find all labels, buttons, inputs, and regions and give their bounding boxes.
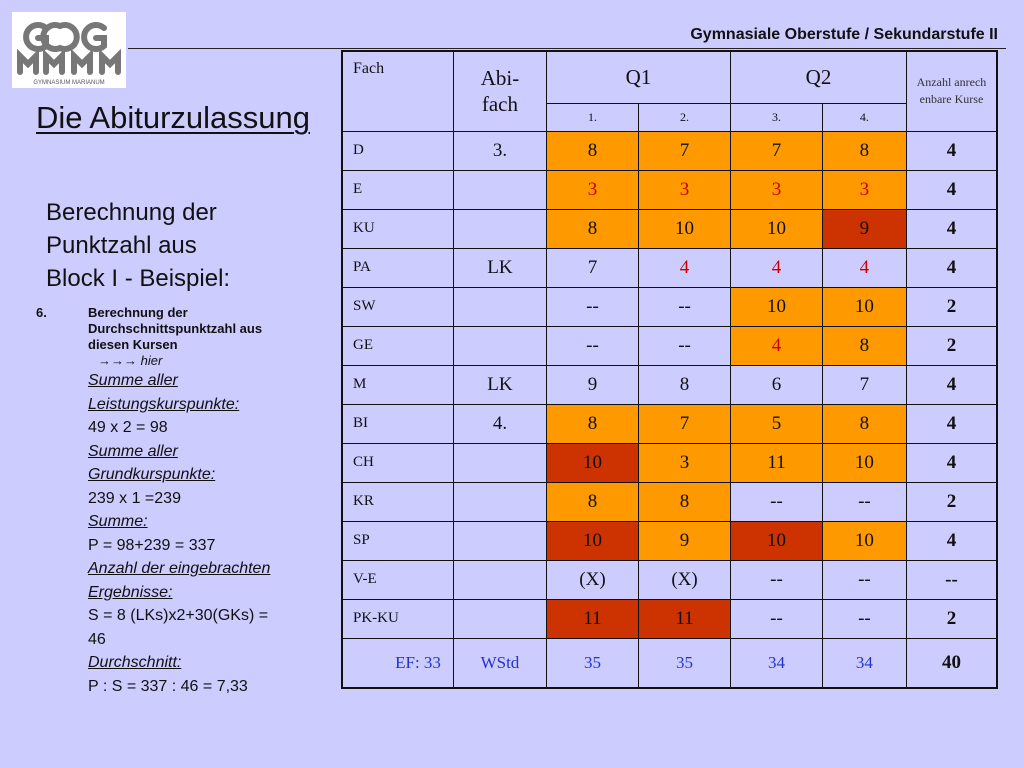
sub-header: 4.: [822, 103, 906, 131]
subtitle-line: Berechnung der: [46, 199, 217, 226]
cell-points: 3: [731, 170, 823, 209]
note-line: Durchschnitt:: [88, 654, 182, 671]
cell-anzahl: 2: [906, 599, 997, 638]
cell-abi: 3.: [453, 131, 546, 170]
cell-points: 9: [822, 209, 906, 248]
footer-value: 35: [639, 638, 731, 688]
cell-anzahl: 2: [906, 482, 997, 521]
cell-points: 6: [731, 365, 823, 404]
header-abi: [453, 51, 546, 131]
cell-fach: PA: [342, 248, 453, 287]
cell-points: 11: [546, 599, 638, 638]
note-line: Leistungskurspunkte:: [88, 395, 240, 413]
cell-fach: CH: [342, 443, 453, 482]
cell-points: --: [822, 560, 906, 599]
cell-points: --: [546, 326, 638, 365]
sub-header: 3.: [731, 103, 823, 131]
cell-fach: E: [342, 170, 453, 209]
cell-fach: KU: [342, 209, 453, 248]
note-line: 239 x 1 =239: [88, 489, 181, 507]
cell-abi: [453, 326, 546, 365]
cell-points: 8: [639, 365, 731, 404]
cell-points: 9: [546, 365, 638, 404]
cell-anzahl: 4: [906, 209, 997, 248]
header-anzahl-label: Anzahl anrechenbare Kurse: [916, 75, 987, 107]
cell-points: --: [639, 326, 731, 365]
cell-fach: GE: [342, 326, 453, 365]
note-heading: diesen Kursen: [88, 337, 178, 352]
cell-anzahl: 4: [906, 443, 997, 482]
note-line: Summe aller: [88, 442, 178, 460]
subtitle-line: Punktzahl aus: [46, 232, 197, 259]
footer-value: 34: [822, 638, 906, 688]
grade-table: [341, 50, 998, 689]
header-fach: Fach: [342, 51, 453, 131]
cell-abi: 4.: [453, 404, 546, 443]
school-logo: [12, 12, 126, 88]
header-q1: Q1: [546, 51, 730, 103]
cell-points: 10: [731, 521, 823, 560]
cell-points: (X): [546, 560, 638, 599]
table-row: [342, 404, 997, 443]
cell-points: 8: [546, 209, 638, 248]
cell-points: 10: [639, 209, 731, 248]
note-line: P = 98+239 = 337: [88, 536, 216, 554]
table-row: [342, 248, 997, 287]
cell-abi: [453, 443, 546, 482]
cell-anzahl: 2: [906, 326, 997, 365]
table-row: [342, 287, 997, 326]
note-line: 46: [88, 630, 106, 648]
note-lines: [88, 369, 328, 698]
cell-points: 7: [639, 131, 731, 170]
cell-abi: [453, 560, 546, 599]
cell-points: 4: [731, 248, 823, 287]
cell-fach: BI: [342, 404, 453, 443]
note-line: Summe aller: [88, 372, 178, 389]
cell-points: 3: [822, 170, 906, 209]
sub-header: 2.: [639, 103, 731, 131]
cell-points: 4: [731, 326, 823, 365]
note-line: Summe:: [88, 513, 148, 530]
table-row: [342, 482, 997, 521]
table-body: [342, 131, 997, 638]
cell-points: --: [822, 482, 906, 521]
cell-anzahl: 4: [906, 170, 997, 209]
slide-subtitle: [46, 196, 230, 295]
cell-points: 11: [731, 443, 823, 482]
table-row: [342, 170, 997, 209]
cell-fach: V-E: [342, 560, 453, 599]
cell-fach: D: [342, 131, 453, 170]
cell-points: 8: [822, 131, 906, 170]
cell-anzahl: --: [906, 560, 997, 599]
table-row: [342, 131, 997, 170]
cell-points: 8: [822, 326, 906, 365]
arrow-hint: →→→ hier: [98, 353, 163, 368]
cell-fach: SP: [342, 521, 453, 560]
cell-points: 3: [639, 443, 731, 482]
cell-abi: LK: [453, 365, 546, 404]
cell-points: 8: [546, 131, 638, 170]
note-heading: Durchschnittspunktzahl aus: [88, 321, 263, 336]
cell-points: 9: [639, 521, 731, 560]
cell-points: 3: [546, 170, 638, 209]
note-block: [88, 305, 328, 698]
cell-abi: [453, 599, 546, 638]
footer-row: [342, 638, 997, 688]
cell-points: 7: [731, 131, 823, 170]
cell-points: 7: [822, 365, 906, 404]
cell-points: --: [822, 599, 906, 638]
cell-points: 8: [822, 404, 906, 443]
footer-value: 34: [731, 638, 823, 688]
table-row: [342, 521, 997, 560]
note-line: Ergebnisse:: [88, 583, 173, 601]
cell-points: 8: [546, 404, 638, 443]
cell-abi: [453, 209, 546, 248]
header-anzahl: [906, 51, 997, 131]
cell-fach: SW: [342, 287, 453, 326]
cell-points: 10: [822, 287, 906, 326]
cell-points: 5: [731, 404, 823, 443]
cell-points: 10: [822, 443, 906, 482]
header-divider: [128, 48, 1006, 49]
cell-points: 10: [731, 209, 823, 248]
cell-points: 7: [639, 404, 731, 443]
header-title: Gymnasiale Oberstufe / Sekundarstufe II: [690, 26, 998, 43]
cell-anzahl: 4: [906, 521, 997, 560]
note-line: Grundkurspunkte:: [88, 466, 216, 483]
header-q2: Q2: [731, 51, 907, 103]
cell-points: 11: [639, 599, 731, 638]
cell-fach: KR: [342, 482, 453, 521]
cell-abi: [453, 521, 546, 560]
table-row: [342, 560, 997, 599]
note-line: 49 x 2 = 98: [88, 419, 168, 436]
cell-anzahl: 4: [906, 365, 997, 404]
cell-points: 10: [546, 521, 638, 560]
table-row: [342, 443, 997, 482]
cell-points: 4: [639, 248, 731, 287]
cell-anzahl: 4: [906, 404, 997, 443]
cell-points: --: [731, 599, 823, 638]
slide-title: Die Abiturzulassung: [36, 100, 310, 135]
cell-points: --: [639, 287, 731, 326]
cell-anzahl: 2: [906, 287, 997, 326]
footer-total: 40: [906, 638, 997, 688]
cell-points: 10: [822, 521, 906, 560]
sub-header: 1.: [546, 103, 638, 131]
footer-wstd: WStd: [453, 638, 546, 688]
cell-points: 8: [546, 482, 638, 521]
cell-fach: M: [342, 365, 453, 404]
table-row: [342, 326, 997, 365]
cell-abi: LK: [453, 248, 546, 287]
cell-abi: [453, 482, 546, 521]
note-heading: Berechnung der: [88, 305, 188, 320]
cell-anzahl: 4: [906, 131, 997, 170]
header-abi-label: Abi-fach: [480, 66, 520, 117]
cell-points: --: [731, 560, 823, 599]
note-number: 6.: [36, 305, 47, 320]
footer-ef: EF: 33: [342, 638, 453, 688]
note-line: S = 8 (LKs)x2+30(GKs) =: [88, 607, 269, 624]
note-line: Anzahl der eingebrachten: [88, 560, 271, 577]
cell-points: 8: [639, 482, 731, 521]
cell-fach: PK-KU: [342, 599, 453, 638]
subtitle-line: Block I - Beispiel:: [46, 265, 231, 292]
logo-text: GYMNASIUM MARIANUM: [33, 80, 105, 86]
cell-points: 10: [731, 287, 823, 326]
cell-points: 4: [822, 248, 906, 287]
note-line: P : S = 337 : 46 = 7,33: [88, 677, 248, 695]
cell-points: --: [546, 287, 638, 326]
table-row: [342, 599, 997, 638]
cell-points: 3: [639, 170, 731, 209]
table-row: [342, 365, 997, 404]
cell-points: --: [731, 482, 823, 521]
footer-value: 35: [546, 638, 638, 688]
cell-anzahl: 4: [906, 248, 997, 287]
cell-points: (X): [639, 560, 731, 599]
cell-points: 10: [546, 443, 638, 482]
table-row: [342, 209, 997, 248]
cell-abi: [453, 170, 546, 209]
cell-points: 7: [546, 248, 638, 287]
cell-abi: [453, 287, 546, 326]
